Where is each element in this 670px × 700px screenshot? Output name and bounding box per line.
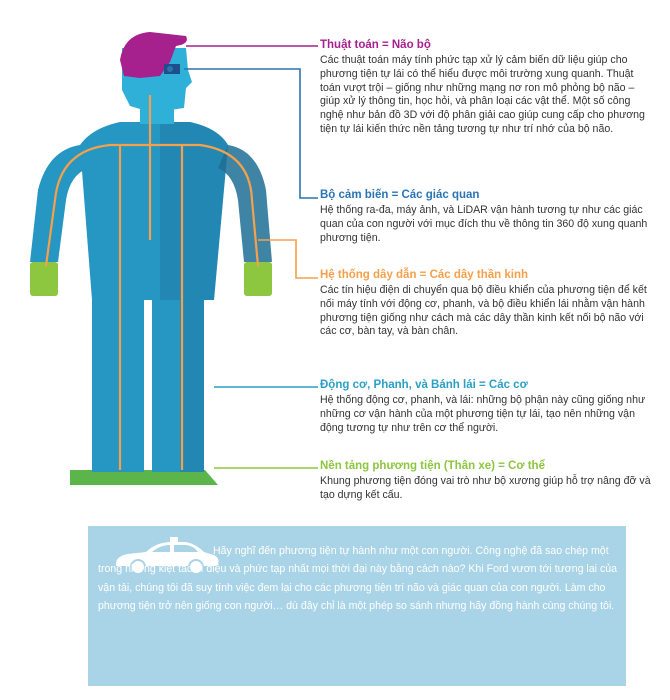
wiring-title: Hệ thống dây dẫn = Các dây thần kinh (320, 269, 528, 281)
section-brain (320, 38, 655, 137)
section-platform (320, 459, 655, 503)
section-actuators (320, 378, 655, 435)
left-hand (30, 262, 58, 296)
right-leg-shade (180, 300, 204, 472)
section-sensors (320, 188, 655, 245)
left-leg (92, 300, 144, 472)
platform-text: Khung phương tiện đóng vai trò như bộ xương giúp hỗ trợ nâng đỡ và tạo dựng kết cấu. (320, 475, 651, 501)
right-hand (244, 262, 272, 296)
info-box (88, 526, 626, 686)
actuators-title: Động cơ, Phanh, và Bánh lái = Các cơ (320, 379, 528, 391)
platform-title: Nền tảng phương tiện (Thân xe) = Cơ thể (320, 460, 545, 472)
eye-dot (167, 66, 173, 72)
leg-gap-shadow (144, 330, 152, 470)
brain-title: Thuật toán = Não bộ (320, 39, 431, 51)
section-wiring (320, 268, 655, 339)
ground-grass (70, 470, 218, 485)
right-arm (218, 145, 272, 262)
info-text: Hãy nghĩ đến phương tiện tự hành như một con người. Công nghệ đã sao chép một trong những kiệt tác kì diệu và phức tạp nhất mọi thời đại này bằng cách nào? Khi Ford vươn tới tương lai của vận tải, chúng tôi đã suy tính việc đem lại cho các phương tiện trí não và giác quan của con người. Làm cho phương tiện trở nên giống con người… dù đây chỉ là một phép so sánh nhưng hãy đồng hành cùng chúng tôi. (98, 545, 618, 613)
sensors-text: Hệ thống ra-đa, máy ảnh, và LiDAR vận hành tương tự như các giác quan của con người với mục đích thu về thông tin 360 độ xung quanh phương tiện. (320, 204, 648, 244)
left-arm (30, 145, 88, 262)
actuators-text: Hệ thống động cơ, phanh, và lái: những bộ phận này cũng giống như những cơ vận hành của một phương tiện tự lái, tạo nên những vận động tương tự như trên cơ thể người. (320, 394, 646, 434)
sensors-title: Bộ cảm biến = Các giác quan (320, 189, 480, 201)
brain-text: Các thuật toán máy tính phức tạp xử lý cảm biến dữ liệu giúp cho phương tiện tự lái có thể hiểu được môi trường xung quanh. Thuật toán vượt trội – giống như những mạng nơ ron mô phỏng bộ não – giúp xử lý thông tin, học hỏi, và phân loại các vật thể. Một số công nghệ như bản đồ 3D với độ phân giải cao giúp cung cấp cho phương tiện tự lái kiến thức nền tảng tương tự như trí nhớ của bộ não. (320, 54, 645, 135)
wiring-text: Các tín hiệu điện di chuyển qua bộ điều khiển của phương tiện để kết nối máy tính với động cơ, phanh, và bộ điều khiển lái nhằm vận hành phương tiện giống như cách mà các dây thần kinh kết nối bộ não với các cơ, bàn tay, và bàn chân. (320, 284, 647, 338)
